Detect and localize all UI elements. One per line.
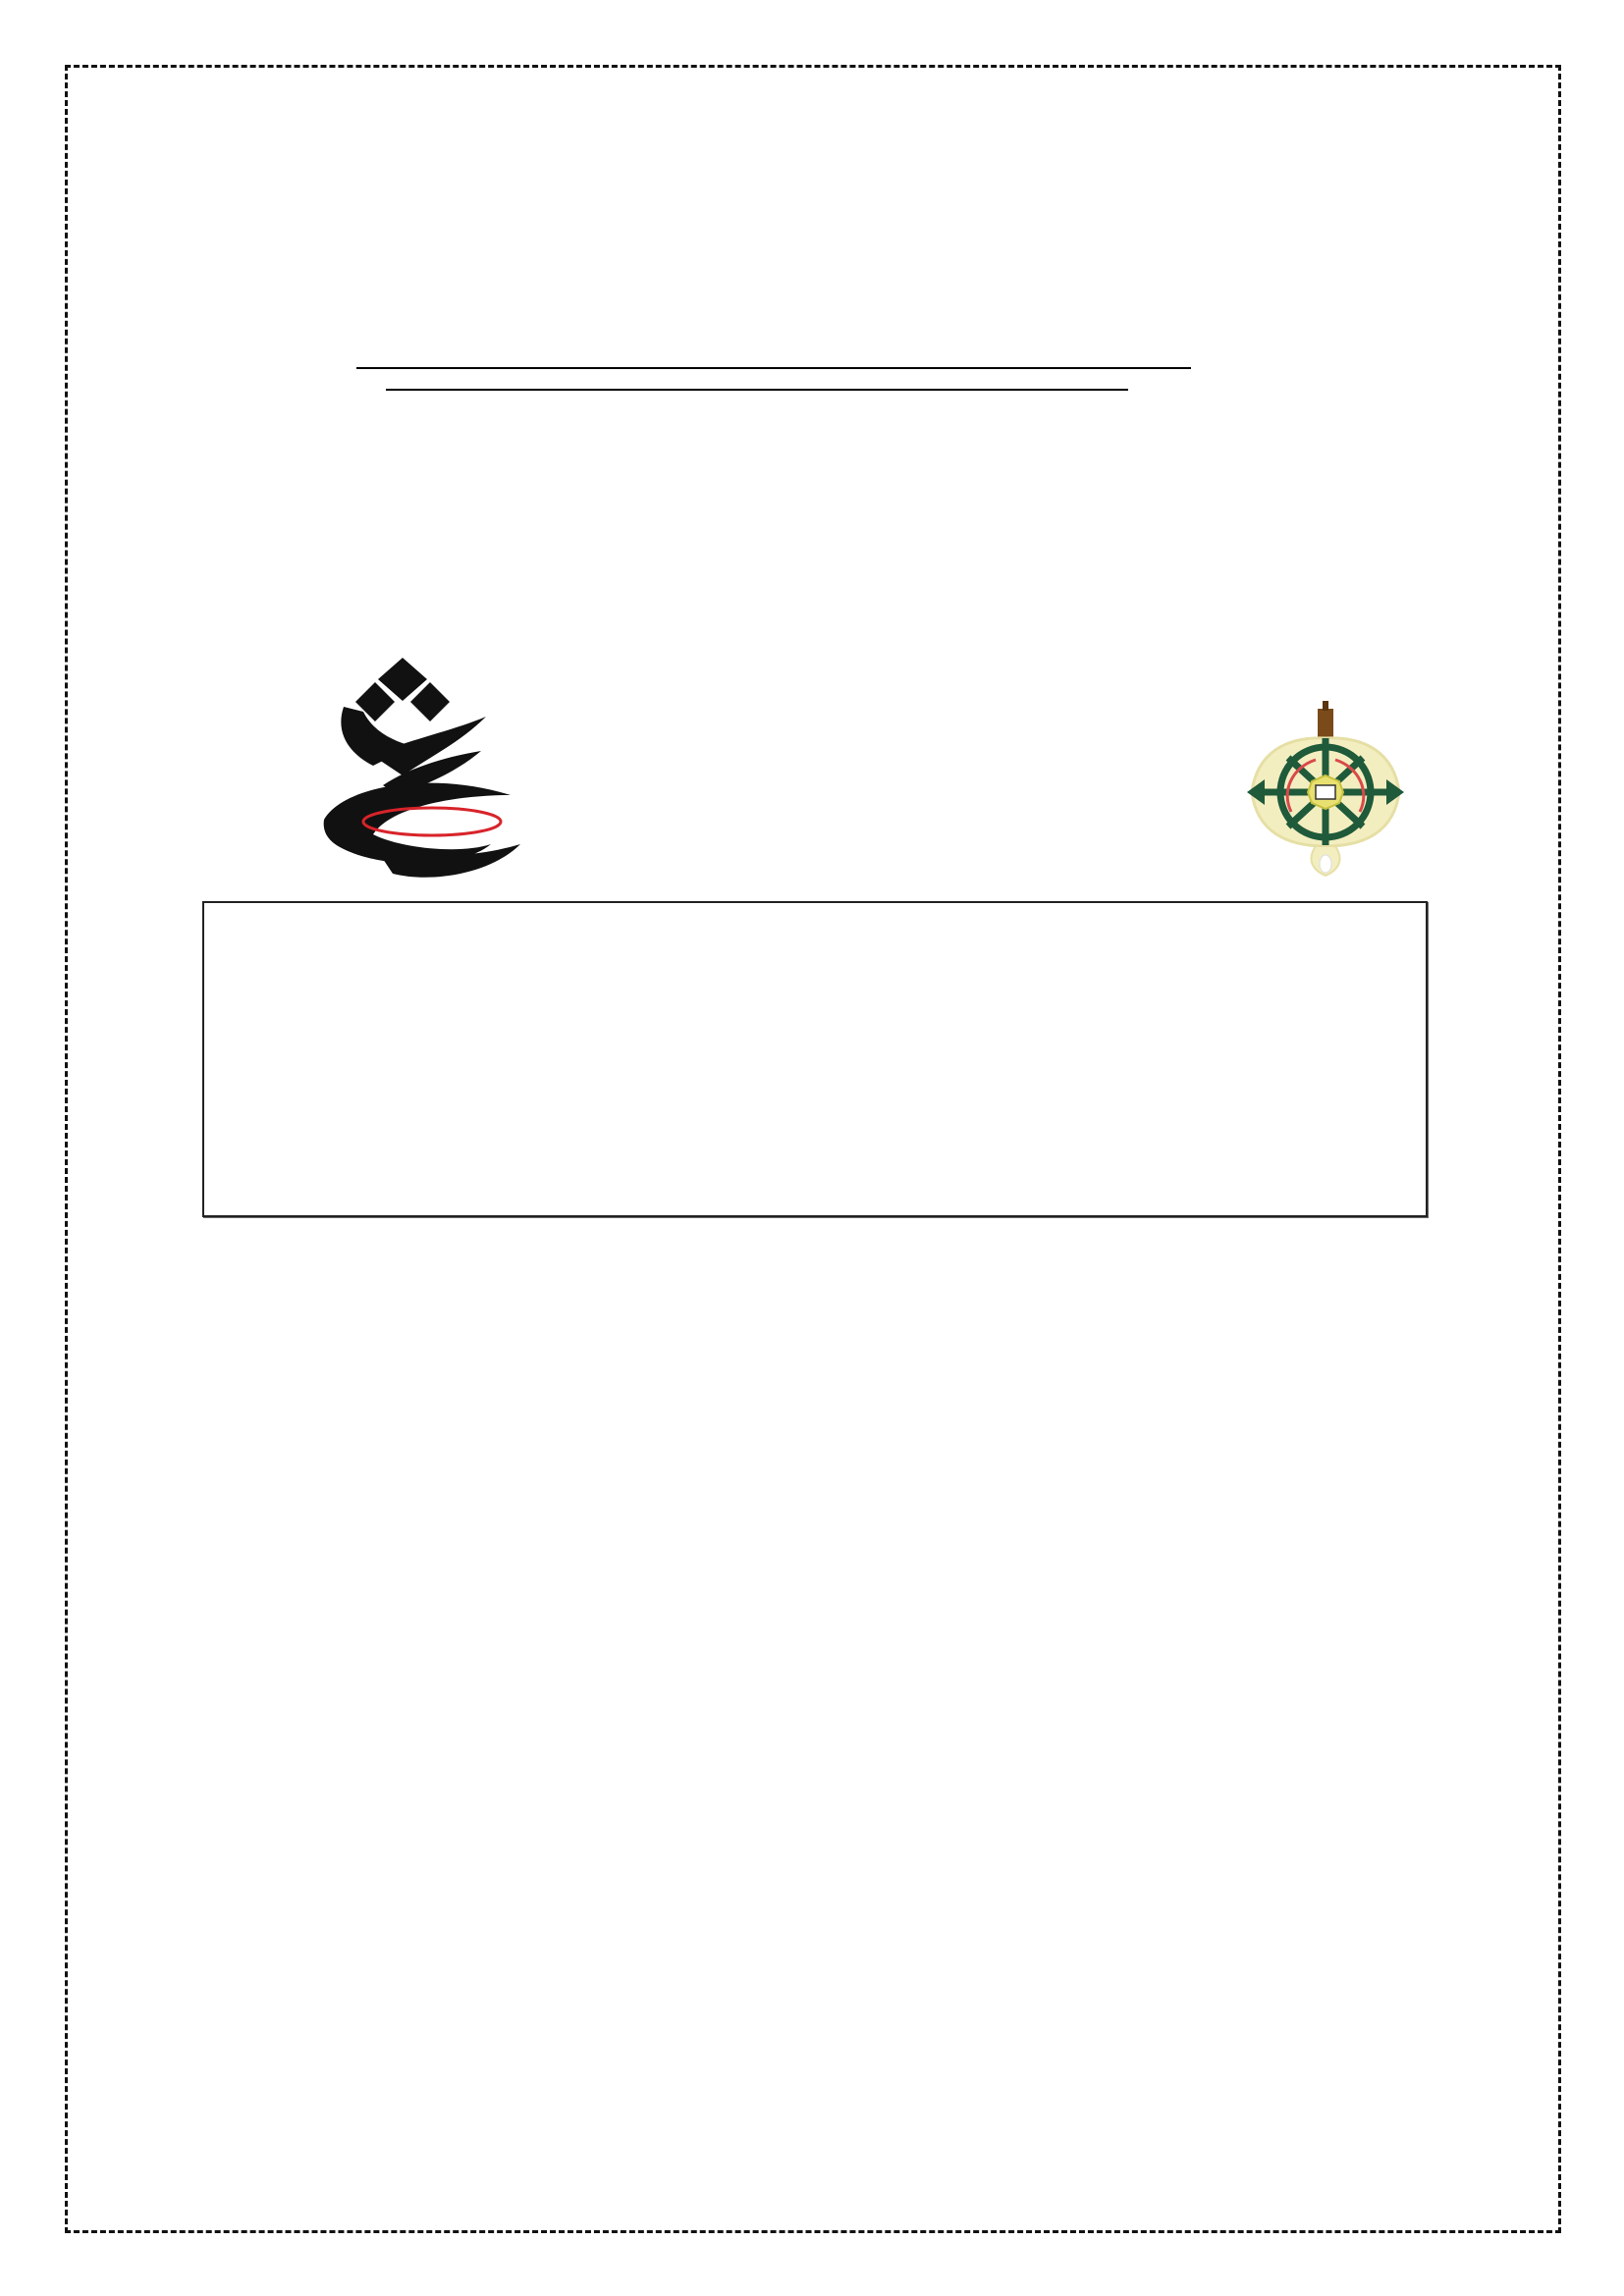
divider-line — [386, 389, 1128, 391]
university-emblem-icon — [1237, 699, 1414, 895]
edolas-logo — [314, 648, 677, 883]
divider-line — [432, 367, 1191, 369]
dissertation-title-box — [202, 901, 1428, 1217]
edolas-logo-icon — [314, 648, 677, 883]
tlemcen-university-emblem — [1237, 699, 1414, 895]
